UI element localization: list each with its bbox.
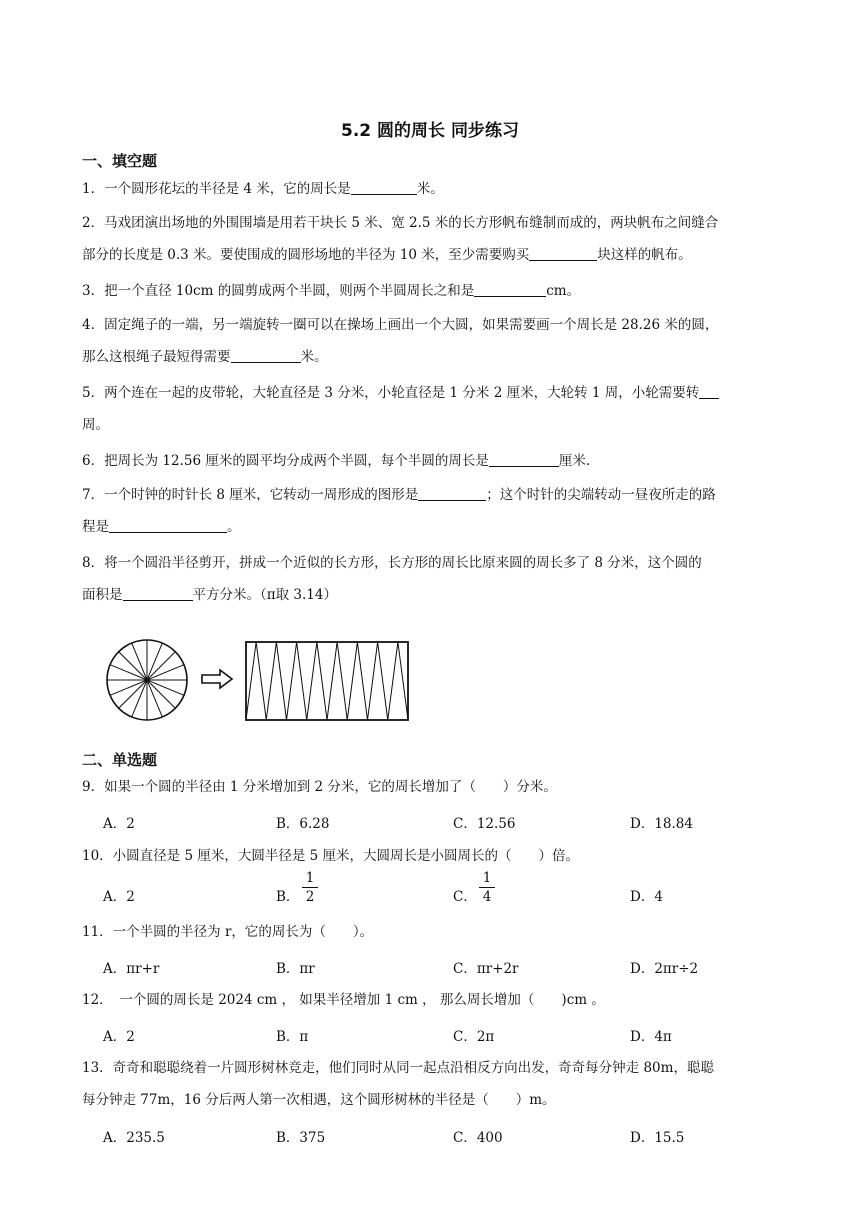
question-text-after: cm。 [546, 283, 581, 299]
question-text: 5．两个连在一起的皮带轮，大轮直径是 3 分米，小轮直径是 1 分米 2 厘米，大轮转 1 周，小轮需要转 [82, 385, 700, 401]
option-d[interactable]: D．18.84 [630, 816, 693, 832]
question-text: 部分的长度是 0.3 米。要使围成的圆形场地的半径为 10 米，至少需要购买 [82, 247, 530, 263]
option-a[interactable]: A．πr+r [103, 961, 160, 977]
denominator: 4 [482, 889, 492, 905]
question-4-line-2 [82, 347, 812, 367]
option-b[interactable]: B．π [276, 1029, 309, 1045]
answer-blank[interactable] [529, 246, 597, 261]
option-label: C． [453, 889, 477, 905]
answer-blank[interactable] [123, 586, 193, 601]
option-a[interactable]: A．2 [103, 1029, 135, 1045]
option-b[interactable]: B．375 [276, 1130, 326, 1146]
fraction-one-quarter [479, 870, 495, 905]
question-text-after: 块这样的帆布。 [597, 247, 692, 263]
option-c[interactable] [453, 885, 477, 905]
question-4-line-1: 4．固定绳子的一端，另一端旋转一圈可以在操场上画出一个大圆，如果需要画一个周长是 28.26 米的圆， [82, 317, 719, 333]
question-text-after: 米。 [300, 349, 328, 365]
question-12: 12． 一个圆的周长是 2024 cm ， 如果半径增加 1 cm ， 那么周长增加（ )cm 。 [82, 992, 605, 1008]
option-b[interactable]: B．6.28 [276, 816, 330, 832]
question-8-line-2 [82, 585, 812, 605]
page-title: 5.2 圆的周长 同步练习 [341, 121, 519, 141]
question-3 [82, 281, 812, 301]
question-text: 6．把周长为 12.56 厘米的圆平均分成两个半圆，每个半圆的周长是 [82, 453, 489, 469]
right-arrow-icon [200, 668, 234, 690]
fraction-bar [479, 887, 495, 888]
sectored-circle-figure [103, 636, 191, 724]
question-text: 1．一个圆形花坛的半径是 4 米，它的周长是 [82, 181, 351, 197]
option-c[interactable]: C．400 [453, 1130, 503, 1146]
answer-blank[interactable] [489, 452, 559, 467]
option-d[interactable]: D．4π [630, 1029, 672, 1045]
fraction-one-half [302, 870, 318, 905]
question-text-mid: ；这个时针的尖端转动一昼夜所走的路 [486, 487, 716, 503]
question-text-after: 厘米. [558, 453, 591, 469]
question-13-line-2: 每分钟走 77m，16 分后两人第一次相遇，这个圆形树林的半径是（ ）m。 [82, 1092, 556, 1108]
option-label: B． [276, 889, 300, 905]
approximate-rectangle-figure [244, 640, 410, 722]
option-a[interactable]: A．2 [103, 816, 135, 832]
question-11: 11．一个半圆的半径为 r，它的周长为（ ）。 [82, 924, 374, 940]
question-7-line-2 [82, 517, 812, 537]
question-text-after: 米。 [416, 181, 444, 197]
fraction-bar [302, 887, 318, 888]
answer-blank[interactable] [351, 180, 417, 195]
section-single-choice: 二、单选题 [82, 751, 158, 769]
question-text-after: 。 [227, 519, 241, 535]
section-fill-in-blank: 一、填空题 [82, 152, 158, 170]
option-d[interactable]: D．2πr÷2 [630, 961, 699, 977]
question-text: 3．把一个直径 10cm 的圆剪成两个半圆，则两个半圆周长之和是 [82, 283, 475, 299]
answer-blank[interactable] [109, 518, 227, 533]
answer-blank[interactable] [474, 282, 546, 297]
question-5-line-2: 周。 [82, 417, 109, 433]
option-c[interactable]: C．πr+2r [453, 961, 519, 977]
question-9: 9．如果一个圆的半径由 1 分米增加到 2 分米，它的周长增加了（ ）分米。 [82, 779, 557, 795]
answer-blank[interactable] [418, 486, 486, 501]
question-text-after: 平方分米。（π取 3.14） [192, 587, 337, 603]
answer-blank[interactable] [231, 348, 301, 363]
numerator: 1 [305, 870, 315, 886]
option-d[interactable]: D．4 [630, 889, 663, 905]
option-b[interactable] [276, 885, 299, 905]
question-2-line-1: 2．马戏团演出场地的外围围墙是用若干块长 5 米、宽 2.5 米的长方形帆布缝制而成的，两块帆布之间缝合 [82, 215, 719, 231]
question-2-line-2 [82, 245, 812, 265]
answer-blank[interactable] [699, 384, 719, 399]
option-d[interactable]: D．15.5 [630, 1130, 685, 1146]
question-text: 程是 [82, 519, 109, 535]
question-1 [82, 179, 812, 199]
option-c[interactable]: C．2π [453, 1029, 495, 1045]
option-a[interactable]: A．2 [103, 889, 135, 905]
question-8-line-1: 8．将一个圆沿半径剪开，拼成一个近似的长方形，长方形的周长比原来圆的周长多了 8 分米，这个圆的 [82, 555, 702, 571]
option-c[interactable]: C．12.56 [453, 816, 516, 832]
option-b[interactable]: B．πr [276, 961, 315, 977]
question-6 [82, 451, 812, 471]
option-a[interactable]: A．235.5 [103, 1130, 165, 1146]
question-text: 面积是 [82, 587, 123, 603]
question-5-line-1 [82, 383, 812, 403]
numerator: 1 [482, 870, 492, 886]
question-text: 那么这根绳子最短得需要 [82, 349, 231, 365]
denominator: 2 [305, 889, 315, 905]
question-7-line-1 [82, 485, 812, 505]
question-13-line-1: 13．奇奇和聪聪绕着一片圆形树林竞走，他们同时从同一起点沿相反方向出发，奇奇每分钟走 80m，聪聪 [82, 1060, 714, 1076]
question-10: 10．小圆直径是 5 厘米，大圆半径是 5 厘米，大圆周长是小圆周长的（ ）倍。 [82, 848, 580, 864]
question-text: 7．一个时钟的时针长 8 厘米，它转动一周形成的图形是 [82, 487, 419, 503]
